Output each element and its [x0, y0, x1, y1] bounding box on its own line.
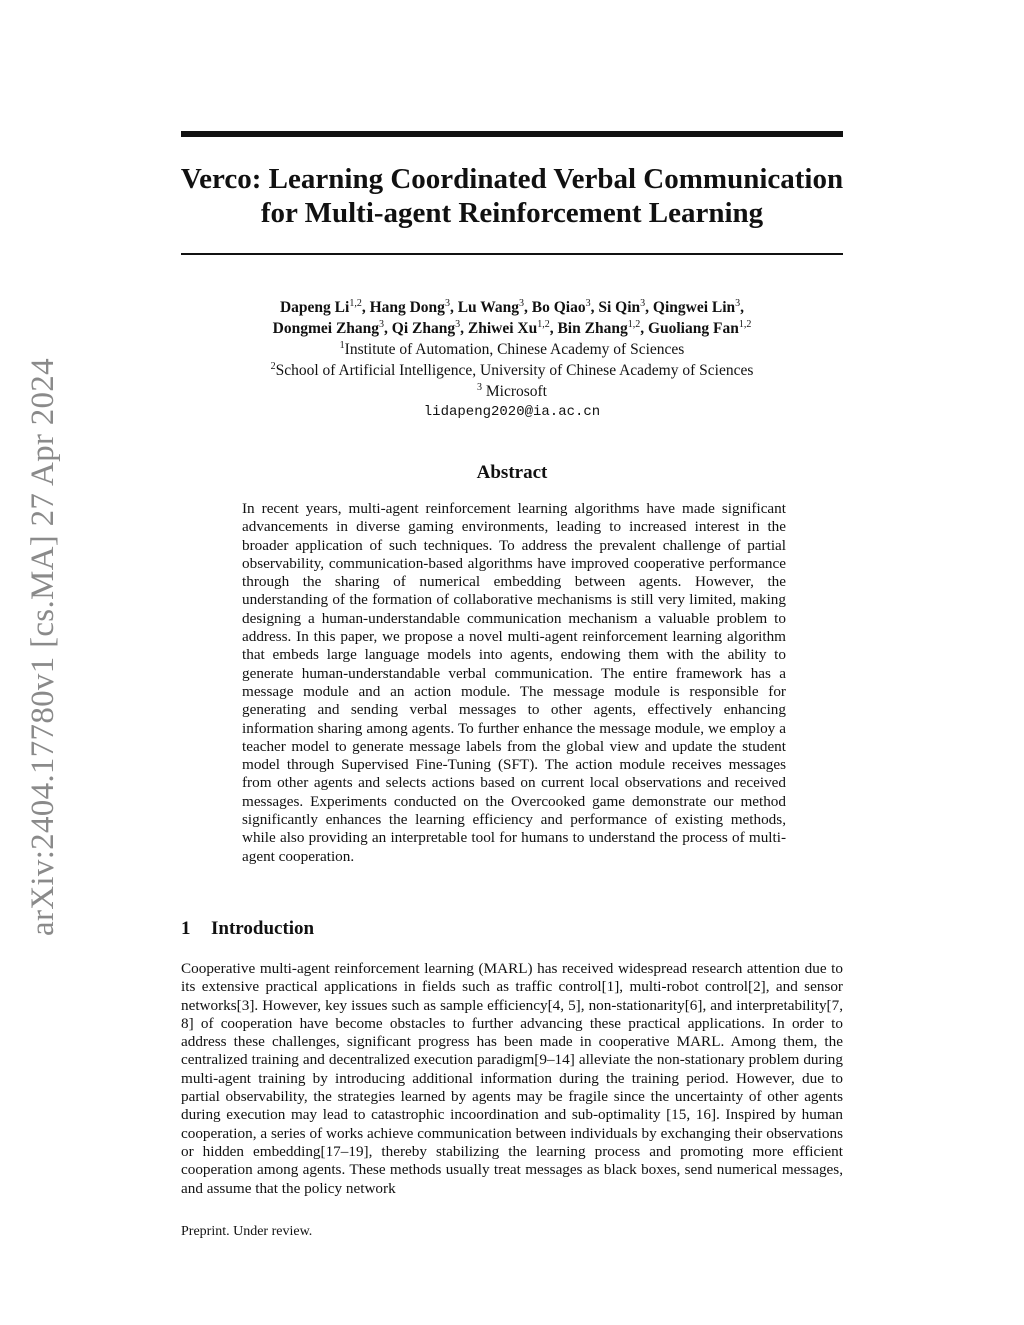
title-line-1: Verco: Learning Coordinated Verbal Communication: [180, 163, 844, 195]
author-name: Bin Zhang: [557, 320, 628, 337]
author-line-1: Dapeng Li$^{1,2}$, Hang Dong$^3$, Lu Wang$^3$, Bo Qiao$^3$, Si Qin$^3$, Qingwei Lin$^3$,: [279, 298, 745, 316]
author-name: Qingwei Lin: [652, 299, 736, 316]
author-affiliation-mark: 3: [519, 298, 525, 309]
author-affiliation-mark: 1,2: [627, 319, 641, 330]
author-name: Dapeng Li: [279, 299, 350, 316]
title-line-2: for Multi-agent Reinforcement Learning: [260, 197, 764, 229]
section-number: 1: [181, 918, 191, 939]
title-top-rule: [181, 131, 843, 137]
author-affiliation-mark: 3: [455, 319, 461, 330]
title-bottom-rule: [181, 253, 843, 255]
author-name: Guoliang Fan: [647, 320, 739, 337]
author-affiliation-mark: 3: [735, 298, 741, 309]
author-affiliation-mark: 1,2: [349, 298, 362, 309]
abstract-text: In recent years, multi-agent reinforcement learning algorithms have made significant advancements in diverse gaming environments, leading to increased interest in the broader application of such techniques. To address the prevalent challenge of partial observability, communication-based algorithms have improved cooperative performance through the sharing of numerical embedding between agents. However, the understanding of the formation of collaborative mechanisms is still very limited, making designing a human-understandable communication mechanism a valuable problem to address. In this paper, we propose a novel multi-agent reinforcement learning algorithm that embeds large language models into agents, endowing them with the ability to generate human-understandable verbal communication. The entire framework has a message module and an action module. The message module is responsible for generating and sending verbal messages to other agents, effectively enhancing information sharing among agents. To further enhance the message module, we employ a teacher model to generate message labels from the global view and update the student model through Supervised Fine-Tuning (SFT). The action module receives messages from other agents and selects actions based on current local observations and received messages. Experiments conducted on the Overcooked game demonstrate our method significantly enhances the learning efficiency and performance of existing methods, while also providing an interpretable tool for humans to understand the process of multi-agent cooperation.: [242, 500, 786, 865]
author-line-2: Dongmei Zhang$^3$, Qi Zhang$^3$, Zhiwei Xu$^{1,2}$, Bin Zhang$^{1,2}$, Guoliang Fan$^{1,2}$: [272, 319, 752, 337]
affiliation-1: $^1$Institute of Automation, Chinese Academy of Sciences: [339, 340, 685, 358]
author-name: Qi Zhang: [391, 320, 456, 337]
paper-title: [160, 162, 864, 230]
author-name: Si Qin: [598, 299, 641, 316]
author-affiliation-mark: 1,2: [537, 319, 550, 330]
author-block: [160, 297, 864, 423]
section-title: Introduction: [211, 918, 315, 939]
author-name: Dongmei Zhang: [272, 320, 380, 337]
affiliation-3: $^3$ Microsoft: [476, 382, 547, 400]
author-name: Hang Dong: [369, 299, 445, 316]
author-affiliation-mark: 3: [444, 298, 450, 309]
abstract-heading: Abstract: [476, 462, 548, 483]
section-heading-introduction: [181, 918, 314, 940]
author-name: Bo Qiao: [531, 299, 586, 316]
arxiv-identifier-stamp[interactable]: arXiv:2404.17780v1 [cs.MA] 27 Apr 2024: [25, 358, 61, 936]
affiliation-2: $^2$School of Artificial Intelligence, University of Chinese Academy of Sciences: [270, 361, 754, 379]
introduction-text: Cooperative multi-agent reinforcement learning (MARL) has received widespread research attention due to its extensive practical applications in fields such as traffic control[1], multi-robot control[2], and sensor networks[3]. However, key issues such as sample efficiency[4, 5], non-stationarity[6], and interpretability[7, 8] of cooperation have become obstacles to further advancing these practical applications. In order to address these challenges, significant progress has been made in cooperative MARL. Among them, the centralized training and decentralized execution paradigm[9–14] alleviate the non-stationary problem during multi-agent training by introducing additional information during the training period. However, due to partial observability, the strategies learned by agents may be fragile since the uncertainty of other agents during execution may lead to catastrophic incoordination and sub-optimality [15, 16]. Inspired by human cooperation, a series of works achieve communication between individuals by exchanging their observations or hidden embedding[17–19], thereby stabilizing the learning process and promoting more efficient cooperation among agents. These methods usually treat messages as black boxes, send numerical messages, and assume that the policy network: [181, 960, 843, 1197]
author-name: Zhiwei Xu: [467, 320, 538, 337]
author-affiliation-mark: 3: [585, 298, 591, 309]
contact-email[interactable]: lidapeng2020@ia.ac.cn: [423, 404, 601, 420]
preprint-footer: Preprint. Under review.: [181, 1224, 313, 1239]
author-affiliation-mark: 1,2: [738, 319, 752, 330]
author-affiliation-mark: 3: [640, 298, 646, 309]
author-affiliation-mark: 3: [379, 319, 385, 330]
author-name: Lu Wang: [457, 299, 520, 316]
